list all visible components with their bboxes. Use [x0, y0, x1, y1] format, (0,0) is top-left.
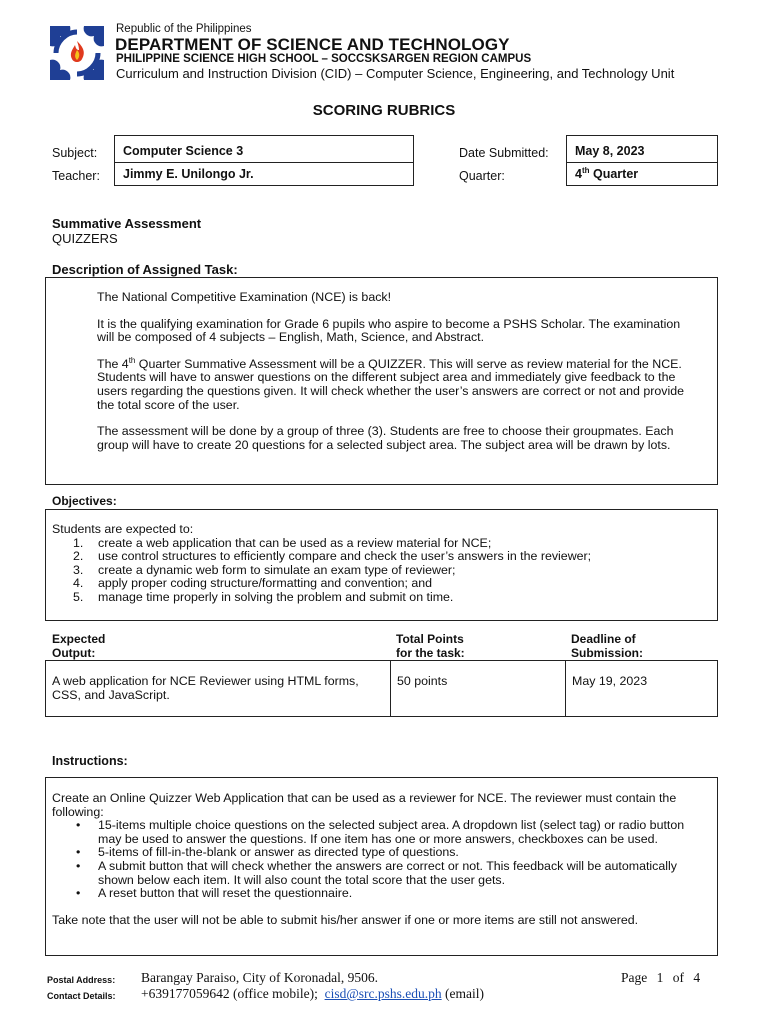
total-points-header: Total Points for the task:	[396, 632, 465, 660]
objective-item: 3. create a dynamic web form to simulate an exam type of reviewer;	[73, 562, 456, 577]
division-name: Curriculum and Instruction Division (CID) – Computer Science, Engineering, and Technology Unit	[116, 66, 675, 81]
instructions-list	[52, 819, 709, 901]
instruction-item: • 5-items of fill-in-the-blank or answer as directed type of questions.	[52, 846, 709, 860]
school-name: PHILIPPINE SCIENCE HIGH SCHOOL – SOCCSKSARGEN REGION CAMPUS	[116, 53, 532, 65]
postal-value: Barangay Paraiso, City of Koronadal, 9506.	[141, 970, 378, 985]
objectives-list	[52, 537, 707, 605]
email-link[interactable]: cisd@src.pshs.edu.ph	[324, 986, 442, 1001]
column-divider	[390, 661, 391, 717]
instructions-box	[45, 777, 718, 956]
subject-label: Subject:	[52, 146, 98, 160]
objective-item: 2. use control structures to efficiently compare and check the user’s answers in the reviewer;	[73, 549, 592, 564]
column-divider	[565, 661, 566, 717]
instructions-note: Take note that the user will not be able to submit his/her answer if one or more items are still not answered.	[52, 912, 639, 927]
expected-output-header: Expected Output:	[52, 632, 106, 660]
description-p4: The assessment will be done by a group of three (3). Students are free to choose their groupmates. Each group will have to create 20 questions for a selected subject area. The subject area will be drawn by lots.	[97, 424, 674, 452]
department-name: DEPARTMENT OF SCIENCE AND TECHNOLOGY	[115, 35, 510, 54]
description-p1: The National Competitive Examination (NCE) is back!	[97, 290, 392, 304]
output-value: A web application for NCE Reviewer using HTML forms, CSS, and JavaScript.	[52, 674, 359, 702]
subject-value: Computer Science 3	[123, 144, 244, 158]
assessment-heading: Summative Assessment	[52, 216, 202, 231]
date-quarter-box	[566, 135, 718, 186]
date-value: May 8, 2023	[575, 144, 645, 158]
deadline-header: Deadline of Submission:	[571, 632, 644, 660]
assessment-type: QUIZZERS	[52, 231, 118, 246]
objectives-heading: Objectives:	[52, 494, 117, 508]
teacher-value: Jimmy E. Unilongo Jr.	[123, 167, 254, 181]
objective-item: 5. manage time properly in solving the problem and submit on time.	[73, 589, 454, 604]
points-value: 50 points	[397, 674, 448, 688]
teacher-label: Teacher:	[52, 169, 100, 183]
description-heading: Description of Assigned Task:	[52, 262, 238, 277]
instructions-intro: Create an Online Quizzer Web Application that can be used as a reviewer for NCE. The reviewer must contain the following:	[52, 791, 677, 819]
objectives-box	[45, 509, 718, 621]
page-number: Page 1 of 4	[621, 970, 701, 985]
description-box	[45, 277, 718, 485]
subject-teacher-box	[114, 135, 414, 186]
deadline-value: May 19, 2023	[572, 674, 648, 688]
republic-label: Republic of the Philippines	[116, 23, 252, 35]
instruction-item: • 15-items multiple choice questions on the selected subject area. A dropdown list (select tag) or radio button may be used to answer the questions. If one item has one or more answers, checkboxes can be used.	[52, 819, 709, 846]
description-p2: It is the qualifying examination for Grade 6 pupils who aspire to become a PSHS Scholar. The examination will be composed of 4 subjects – English, Math, Science, and Abstract.	[97, 316, 681, 345]
contact-value: +639177059642 (office mobile); cisd@src.pshs.edu.ph (email)	[141, 986, 484, 1001]
objectives-intro: Students are expected to:	[52, 522, 194, 536]
postal-label: Postal Address:	[47, 975, 116, 985]
instructions-heading: Instructions:	[52, 754, 128, 768]
instruction-item: • A reset button that will reset the questionnaire.	[52, 887, 709, 901]
output-table	[45, 660, 718, 717]
quarter-label: Quarter:	[459, 169, 505, 183]
objective-item: 1. create a web application that can be used as a review material for NCE;	[73, 535, 492, 550]
description-p3: The 4th Quarter Summative Assessment will be a QUIZZER. This will serve as review material for the NCE. Students will have to answer questions on the different subject area and immediately give feedback to the users regarding the questions given. It will check whether the user’s answers are correct or not and provide the total score of the user.	[97, 355, 685, 412]
instruction-item: • A submit button that will check whether the answers are correct or not. This feedback will be automatically shown below each item. It will also count the total score that the user gets.	[52, 860, 709, 887]
pshs-logo	[46, 22, 108, 84]
contact-label: Contact Details:	[47, 991, 116, 1001]
page-title: SCORING RUBRICS	[312, 102, 456, 119]
objective-item: 4. apply proper coding structure/formatting and convention; and	[73, 576, 433, 591]
quarter-value: 4th Quarter	[575, 165, 639, 181]
date-label: Date Submitted:	[459, 146, 549, 160]
